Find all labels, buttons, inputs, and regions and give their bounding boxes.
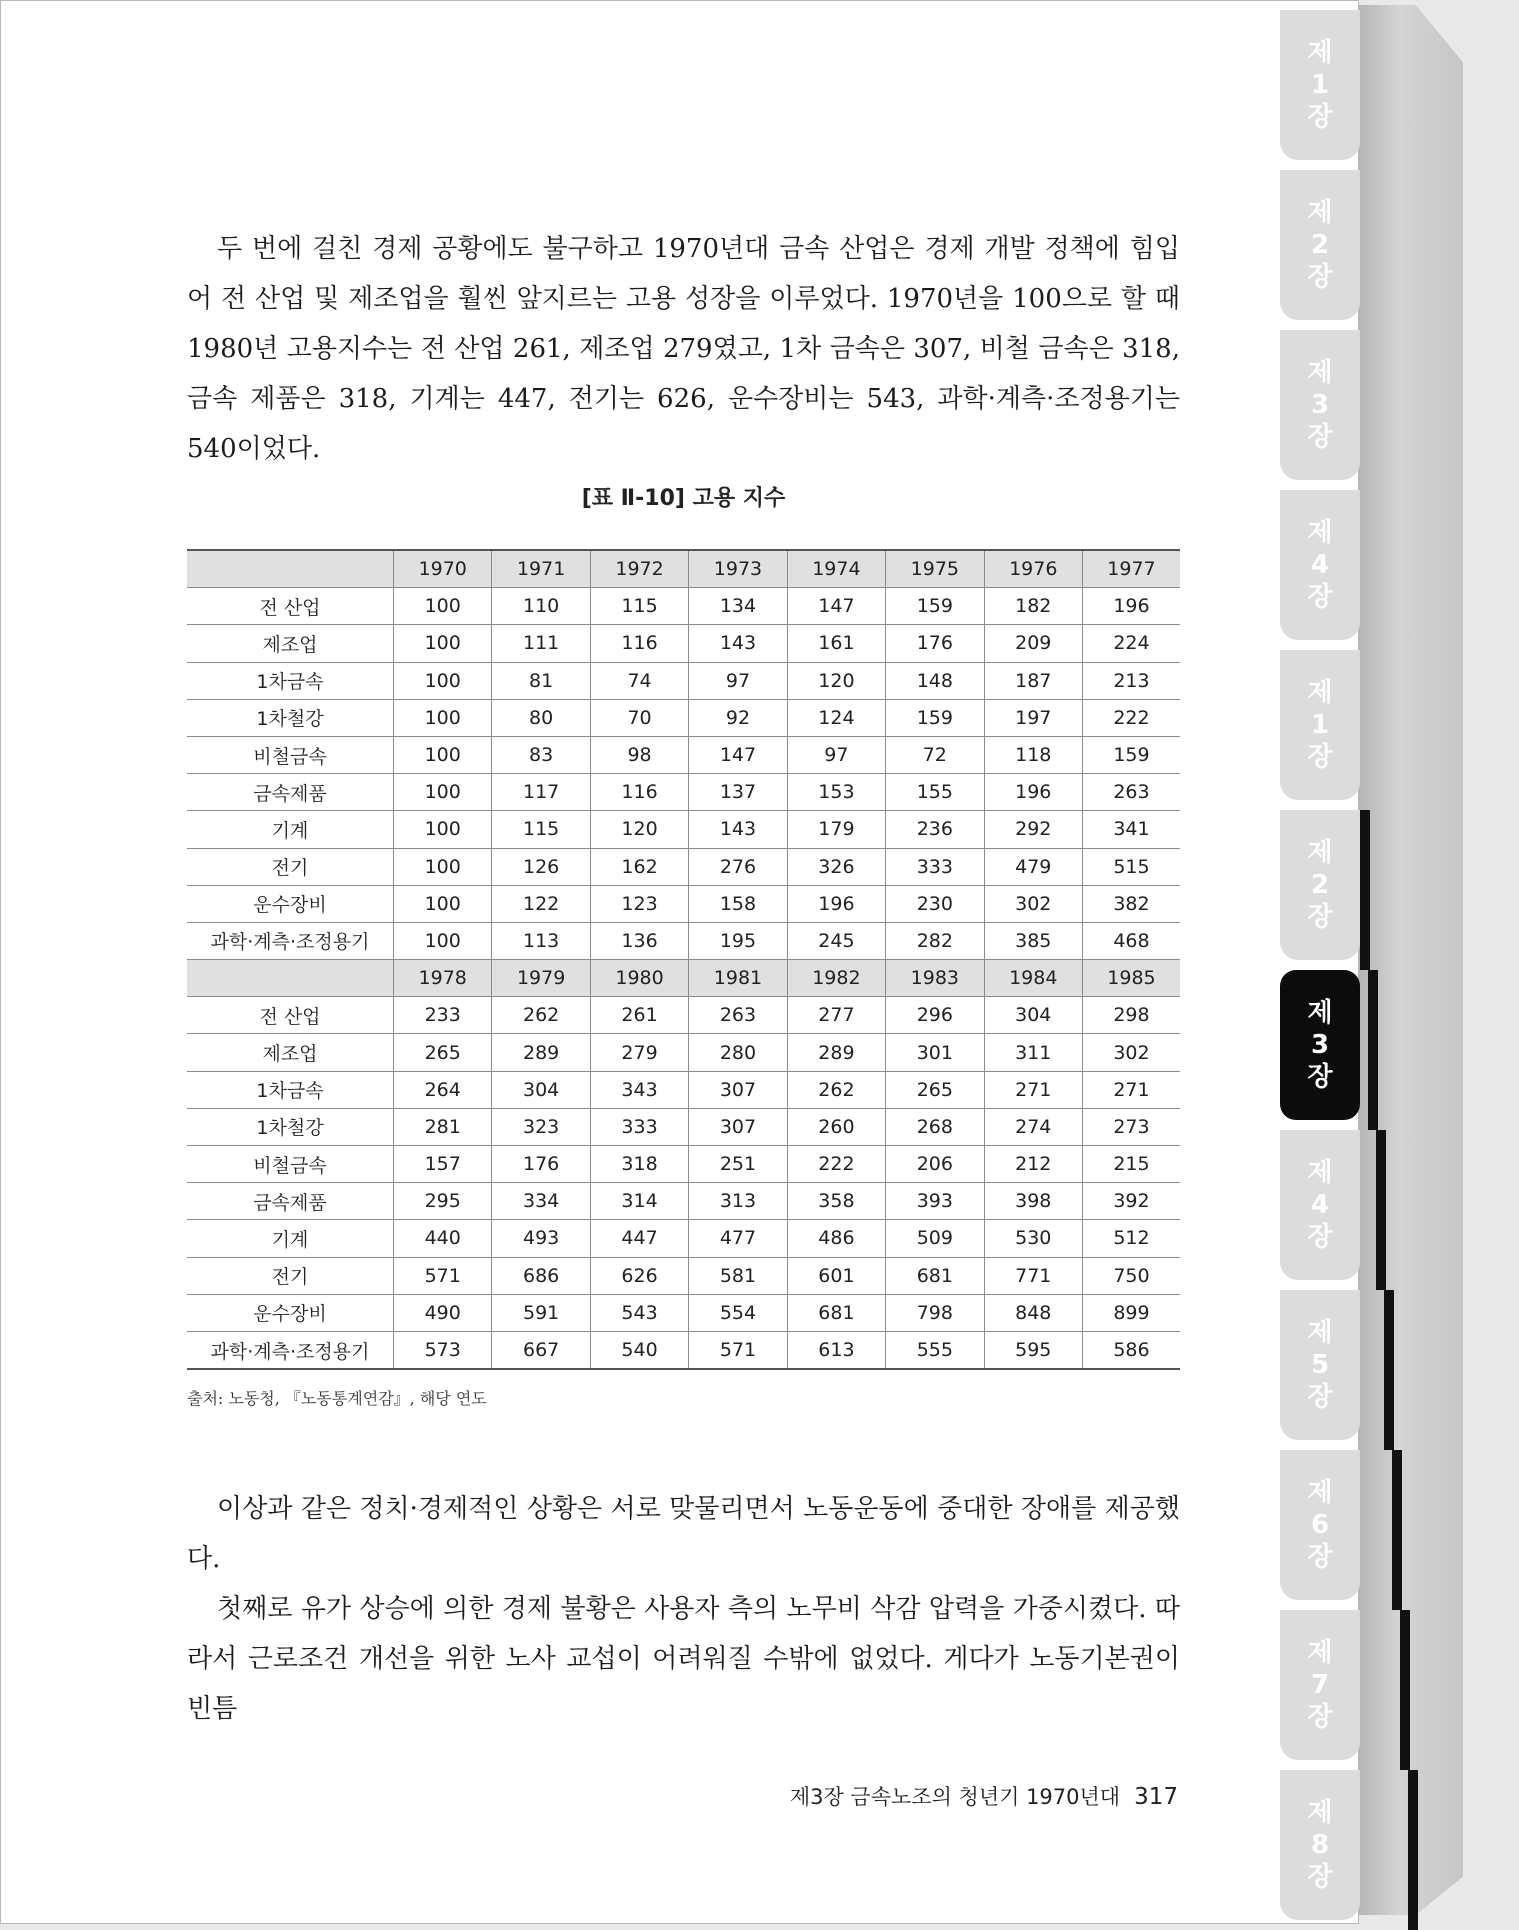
chapter-tab[interactable] xyxy=(1280,970,1360,1120)
chapter-tab-text: 5 xyxy=(1310,1350,1330,1380)
value-cell: 80 xyxy=(492,699,590,736)
value-cell: 195 xyxy=(689,922,787,959)
table-row xyxy=(187,736,1180,773)
value-cell: 213 xyxy=(1082,662,1180,699)
value-cell: 440 xyxy=(394,1220,492,1257)
value-cell: 292 xyxy=(984,811,1082,848)
chapter-tab-text: 장 xyxy=(1307,1222,1333,1252)
value-cell: 555 xyxy=(886,1331,984,1369)
value-cell: 115 xyxy=(492,811,590,848)
value-cell: 187 xyxy=(984,662,1082,699)
chapter-tab-text: 4 xyxy=(1310,550,1330,580)
table-row xyxy=(187,1294,1180,1331)
value-cell: 233 xyxy=(394,997,492,1034)
value-cell: 393 xyxy=(886,1183,984,1220)
chapter-tab-text: 제 xyxy=(1307,838,1333,868)
chapter-edge-marker xyxy=(1408,1770,1418,1930)
value-cell: 159 xyxy=(886,588,984,625)
value-cell: 122 xyxy=(492,885,590,922)
chapter-tab-text: 3 xyxy=(1310,390,1330,420)
value-cell: 626 xyxy=(590,1257,688,1294)
value-cell: 261 xyxy=(590,997,688,1034)
table-row xyxy=(187,1034,1180,1071)
value-cell: 318 xyxy=(590,1146,688,1183)
value-cell: 110 xyxy=(492,588,590,625)
chapter-edge-marker xyxy=(1384,1290,1394,1450)
value-cell: 262 xyxy=(492,997,590,1034)
year-header-cell: 1985 xyxy=(1082,960,1180,997)
chapter-tab[interactable] xyxy=(1280,170,1360,320)
table-row xyxy=(187,1220,1180,1257)
chapter-edge-marker xyxy=(1360,810,1370,970)
chapter-tab-text: 장 xyxy=(1307,1062,1333,1092)
value-cell: 100 xyxy=(394,848,492,885)
value-cell: 206 xyxy=(886,1146,984,1183)
value-cell: 100 xyxy=(394,811,492,848)
value-cell: 118 xyxy=(984,736,1082,773)
value-cell: 392 xyxy=(1082,1183,1180,1220)
value-cell: 343 xyxy=(590,1071,688,1108)
value-cell: 601 xyxy=(787,1257,885,1294)
value-cell: 81 xyxy=(492,662,590,699)
chapter-tab-text: 제 xyxy=(1307,1798,1333,1828)
value-cell: 274 xyxy=(984,1108,1082,1145)
value-cell: 260 xyxy=(787,1108,885,1145)
chapter-tab-text: 3 xyxy=(1310,1030,1330,1060)
row-label-cell: 기계 xyxy=(187,1220,394,1257)
row-label-cell: 제조업 xyxy=(187,625,394,662)
value-cell: 179 xyxy=(787,811,885,848)
value-cell: 771 xyxy=(984,1257,1082,1294)
chapter-tab[interactable] xyxy=(1280,650,1360,800)
value-cell: 530 xyxy=(984,1220,1082,1257)
chapter-edge-marker xyxy=(1376,1130,1386,1290)
value-cell: 120 xyxy=(590,811,688,848)
table-row xyxy=(187,811,1180,848)
table-row xyxy=(187,922,1180,959)
value-cell: 543 xyxy=(590,1294,688,1331)
value-cell: 323 xyxy=(492,1108,590,1145)
value-cell: 147 xyxy=(787,588,885,625)
value-cell: 307 xyxy=(689,1071,787,1108)
value-cell: 143 xyxy=(689,811,787,848)
paragraph-3: 첫째로 유가 상승에 의한 경제 불황은 사용자 측의 노무비 삭감 압력을 가중시켰다. 따라서 근로조건 개선을 위한 노사 교섭이 어려워질 수밖에 없었다. 게다가 노동기본권이 빈틈 xyxy=(187,1594,1180,1724)
chapter-edge-marker xyxy=(1392,1450,1402,1610)
value-cell: 571 xyxy=(394,1257,492,1294)
value-cell: 509 xyxy=(886,1220,984,1257)
value-cell: 115 xyxy=(590,588,688,625)
value-cell: 222 xyxy=(787,1146,885,1183)
value-cell: 277 xyxy=(787,997,885,1034)
chapter-tab-text: 장 xyxy=(1307,742,1333,772)
value-cell: 515 xyxy=(1082,848,1180,885)
chapter-tab-text: 장 xyxy=(1307,262,1333,292)
chapter-tab-text: 제 xyxy=(1307,1638,1333,1668)
chapter-tab-text: 제 xyxy=(1307,518,1333,548)
value-cell: 302 xyxy=(1082,1034,1180,1071)
value-cell: 126 xyxy=(492,848,590,885)
row-label-cell: 전기 xyxy=(187,848,394,885)
chapter-tab[interactable] xyxy=(1280,810,1360,960)
value-cell: 282 xyxy=(886,922,984,959)
value-cell: 271 xyxy=(1082,1071,1180,1108)
table-caption: [표 Ⅱ-10] 고용 지수 xyxy=(581,486,786,511)
chapter-tab-text: 6 xyxy=(1310,1510,1330,1540)
chapter-tab[interactable] xyxy=(1280,490,1360,640)
value-cell: 281 xyxy=(394,1108,492,1145)
value-cell: 123 xyxy=(590,885,688,922)
year-header-cell: 1975 xyxy=(886,550,984,588)
value-cell: 147 xyxy=(689,736,787,773)
year-header-cell: 1972 xyxy=(590,550,688,588)
value-cell: 681 xyxy=(787,1294,885,1331)
value-cell: 302 xyxy=(984,885,1082,922)
chapter-tab-text: 8 xyxy=(1310,1830,1330,1860)
chapter-tab-text: 제 xyxy=(1307,1318,1333,1348)
value-cell: 265 xyxy=(394,1034,492,1071)
value-cell: 295 xyxy=(394,1183,492,1220)
value-cell: 162 xyxy=(590,848,688,885)
value-cell: 72 xyxy=(886,736,984,773)
chapter-tab-text: 제 xyxy=(1307,1158,1333,1188)
row-label-cell: 비철금속 xyxy=(187,736,394,773)
intro-paragraph xyxy=(187,224,1180,474)
value-cell: 157 xyxy=(394,1146,492,1183)
value-cell: 209 xyxy=(984,625,1082,662)
chapter-tab-text: 제 xyxy=(1307,358,1333,388)
chapter-tab-text: 제 xyxy=(1307,1478,1333,1508)
value-cell: 197 xyxy=(984,699,1082,736)
chapter-tab-text: 장 xyxy=(1307,1702,1333,1732)
value-cell: 304 xyxy=(984,997,1082,1034)
chapter-tab-text: 제 xyxy=(1307,998,1333,1028)
value-cell: 124 xyxy=(787,699,885,736)
table-row xyxy=(187,1146,1180,1183)
value-cell: 314 xyxy=(590,1183,688,1220)
value-cell: 307 xyxy=(689,1108,787,1145)
row-label-cell: 제조업 xyxy=(187,1034,394,1071)
value-cell: 326 xyxy=(787,848,885,885)
chapter-tab-text: 장 xyxy=(1307,1862,1333,1892)
value-cell: 251 xyxy=(689,1146,787,1183)
page-number: 317 xyxy=(1134,1784,1178,1810)
value-cell: 486 xyxy=(787,1220,885,1257)
value-cell: 74 xyxy=(590,662,688,699)
running-title: 제3장 금속노조의 청년기 1970년대 xyxy=(789,1785,1121,1809)
value-cell: 100 xyxy=(394,625,492,662)
value-cell: 196 xyxy=(787,885,885,922)
chapter-tab-text: 장 xyxy=(1307,1382,1333,1412)
value-cell: 100 xyxy=(394,699,492,736)
value-cell: 100 xyxy=(394,922,492,959)
table-row xyxy=(187,1108,1180,1145)
value-cell: 358 xyxy=(787,1183,885,1220)
value-cell: 224 xyxy=(1082,625,1180,662)
year-header-cell: 1981 xyxy=(689,960,787,997)
value-cell: 341 xyxy=(1082,811,1180,848)
employment-index-table xyxy=(187,549,1180,1370)
row-label-cell: 전 산업 xyxy=(187,997,394,1034)
chapter-edge-marker xyxy=(1400,1610,1410,1770)
value-cell: 159 xyxy=(1082,736,1180,773)
chapter-tab-text: 제 xyxy=(1307,678,1333,708)
table-row xyxy=(187,1331,1180,1369)
value-cell: 263 xyxy=(1082,774,1180,811)
value-cell: 595 xyxy=(984,1331,1082,1369)
chapter-tab[interactable] xyxy=(1280,1130,1360,1280)
value-cell: 667 xyxy=(492,1331,590,1369)
value-cell: 899 xyxy=(1082,1294,1180,1331)
value-cell: 97 xyxy=(689,662,787,699)
value-cell: 97 xyxy=(787,736,885,773)
row-label-cell: 1차철강 xyxy=(187,1108,394,1145)
chapter-tab-text: 1 xyxy=(1310,70,1330,100)
value-cell: 301 xyxy=(886,1034,984,1071)
header-corner-cell xyxy=(187,960,394,997)
value-cell: 265 xyxy=(886,1071,984,1108)
page-footer xyxy=(790,1781,1178,1811)
value-cell: 196 xyxy=(1082,588,1180,625)
chapter-tab-text: 1 xyxy=(1310,710,1330,740)
value-cell: 848 xyxy=(984,1294,1082,1331)
value-cell: 304 xyxy=(492,1071,590,1108)
value-cell: 447 xyxy=(590,1220,688,1257)
year-header-cell: 1979 xyxy=(492,960,590,997)
value-cell: 176 xyxy=(886,625,984,662)
value-cell: 398 xyxy=(984,1183,1082,1220)
table-header-row xyxy=(187,550,1180,588)
year-header-cell: 1977 xyxy=(1082,550,1180,588)
row-label-cell: 1차철강 xyxy=(187,699,394,736)
value-cell: 98 xyxy=(590,736,688,773)
value-cell: 70 xyxy=(590,699,688,736)
value-cell: 681 xyxy=(886,1257,984,1294)
value-cell: 280 xyxy=(689,1034,787,1071)
row-label-cell: 운수장비 xyxy=(187,1294,394,1331)
value-cell: 586 xyxy=(1082,1331,1180,1369)
row-label-cell: 기계 xyxy=(187,811,394,848)
chapter-tab-text: 장 xyxy=(1307,1542,1333,1572)
chapter-tab[interactable] xyxy=(1280,1450,1360,1600)
table-row xyxy=(187,699,1180,736)
row-label-cell: 1차금속 xyxy=(187,662,394,699)
value-cell: 100 xyxy=(394,588,492,625)
value-cell: 271 xyxy=(984,1071,1082,1108)
value-cell: 120 xyxy=(787,662,885,699)
value-cell: 750 xyxy=(1082,1257,1180,1294)
value-cell: 245 xyxy=(787,922,885,959)
year-header-cell: 1970 xyxy=(394,550,492,588)
value-cell: 182 xyxy=(984,588,1082,625)
chapter-tab-text: 장 xyxy=(1307,582,1333,612)
chapter-tab-text: 제 xyxy=(1307,38,1333,68)
chapter-tab-text: 장 xyxy=(1307,102,1333,132)
year-header-cell: 1971 xyxy=(492,550,590,588)
value-cell: 477 xyxy=(689,1220,787,1257)
value-cell: 264 xyxy=(394,1071,492,1108)
value-cell: 479 xyxy=(984,848,1082,885)
value-cell: 468 xyxy=(1082,922,1180,959)
chapter-tab-text: 2 xyxy=(1310,230,1330,260)
value-cell: 100 xyxy=(394,774,492,811)
value-cell: 159 xyxy=(886,699,984,736)
row-label-cell: 금속제품 xyxy=(187,774,394,811)
table-row xyxy=(187,1257,1180,1294)
chapter-tab-text: 장 xyxy=(1307,422,1333,452)
value-cell: 263 xyxy=(689,997,787,1034)
value-cell: 333 xyxy=(886,848,984,885)
value-cell: 111 xyxy=(492,625,590,662)
value-cell: 83 xyxy=(492,736,590,773)
value-cell: 196 xyxy=(984,774,1082,811)
value-cell: 222 xyxy=(1082,699,1180,736)
value-cell: 113 xyxy=(492,922,590,959)
value-cell: 686 xyxy=(492,1257,590,1294)
value-cell: 289 xyxy=(787,1034,885,1071)
chapter-tab[interactable] xyxy=(1280,10,1360,160)
value-cell: 554 xyxy=(689,1294,787,1331)
table-row xyxy=(187,997,1180,1034)
value-cell: 798 xyxy=(886,1294,984,1331)
value-cell: 262 xyxy=(787,1071,885,1108)
chapter-tab[interactable] xyxy=(1280,330,1360,480)
chapter-tab-text: 4 xyxy=(1310,1190,1330,1220)
row-label-cell: 비철금속 xyxy=(187,1146,394,1183)
chapter-tabs xyxy=(1280,0,1480,1926)
value-cell: 512 xyxy=(1082,1220,1180,1257)
row-label-cell: 과학·계측·조정용기 xyxy=(187,922,394,959)
value-cell: 334 xyxy=(492,1183,590,1220)
value-cell: 117 xyxy=(492,774,590,811)
value-cell: 333 xyxy=(590,1108,688,1145)
value-cell: 212 xyxy=(984,1146,1082,1183)
value-cell: 134 xyxy=(689,588,787,625)
value-cell: 276 xyxy=(689,848,787,885)
value-cell: 279 xyxy=(590,1034,688,1071)
source-note: 출처: 노동청, 『노동통계연감』, 해당 연도 xyxy=(187,1389,487,1408)
year-header-cell: 1974 xyxy=(787,550,885,588)
value-cell: 296 xyxy=(886,997,984,1034)
header-corner-cell xyxy=(187,550,394,588)
value-cell: 298 xyxy=(1082,997,1180,1034)
value-cell: 215 xyxy=(1082,1146,1180,1183)
value-cell: 236 xyxy=(886,811,984,848)
value-cell: 137 xyxy=(689,774,787,811)
value-cell: 100 xyxy=(394,736,492,773)
value-cell: 92 xyxy=(689,699,787,736)
value-cell: 490 xyxy=(394,1294,492,1331)
row-label-cell: 전기 xyxy=(187,1257,394,1294)
table-header-row xyxy=(187,960,1180,997)
value-cell: 230 xyxy=(886,885,984,922)
row-label-cell: 과학·계측·조정용기 xyxy=(187,1331,394,1369)
value-cell: 289 xyxy=(492,1034,590,1071)
value-cell: 116 xyxy=(590,774,688,811)
value-cell: 540 xyxy=(590,1331,688,1369)
year-header-cell: 1983 xyxy=(886,960,984,997)
row-label-cell: 운수장비 xyxy=(187,885,394,922)
table-row xyxy=(187,1071,1180,1108)
value-cell: 382 xyxy=(1082,885,1180,922)
value-cell: 148 xyxy=(886,662,984,699)
body-paragraphs xyxy=(187,1484,1180,1734)
table-row xyxy=(187,848,1180,885)
value-cell: 385 xyxy=(984,922,1082,959)
row-label-cell: 금속제품 xyxy=(187,1183,394,1220)
chapter-tab[interactable] xyxy=(1280,1770,1360,1920)
value-cell: 268 xyxy=(886,1108,984,1145)
value-cell: 313 xyxy=(689,1183,787,1220)
table-row xyxy=(187,1183,1180,1220)
year-header-cell: 1973 xyxy=(689,550,787,588)
table-row xyxy=(187,662,1180,699)
chapter-tab[interactable] xyxy=(1280,1610,1360,1760)
value-cell: 571 xyxy=(689,1331,787,1369)
table-row xyxy=(187,885,1180,922)
year-header-cell: 1980 xyxy=(590,960,688,997)
year-header-cell: 1976 xyxy=(984,550,1082,588)
value-cell: 573 xyxy=(394,1331,492,1369)
value-cell: 311 xyxy=(984,1034,1082,1071)
row-label-cell: 1차금속 xyxy=(187,1071,394,1108)
year-header-cell: 1984 xyxy=(984,960,1082,997)
chapter-tab-text: 2 xyxy=(1310,870,1330,900)
year-header-cell: 1982 xyxy=(787,960,885,997)
table-row xyxy=(187,588,1180,625)
value-cell: 581 xyxy=(689,1257,787,1294)
table-row xyxy=(187,774,1180,811)
intro-text: 두 번에 걸친 경제 공황에도 불구하고 1970년대 금속 산업은 경제 개발 정책에 힘입어 전 산업 및 제조업을 훨씬 앞지르는 고용 성장을 이루었다. 1970년을 100으로 할 때 1980년 고용지수는 전 산업 261, 제조업 279였고, 1차 금속은 307, 비철 금속은 318, 금속 제품은 318, 기계는 447, 전기는 626, 운수장비는 543, 과학·계측·조정용기는 540이었다. xyxy=(187,234,1180,464)
row-label-cell: 전 산업 xyxy=(187,588,394,625)
value-cell: 613 xyxy=(787,1331,885,1369)
value-cell: 136 xyxy=(590,922,688,959)
value-cell: 153 xyxy=(787,774,885,811)
value-cell: 158 xyxy=(689,885,787,922)
chapter-tab-text: 장 xyxy=(1307,902,1333,932)
value-cell: 100 xyxy=(394,885,492,922)
value-cell: 161 xyxy=(787,625,885,662)
chapter-tab[interactable] xyxy=(1280,1290,1360,1440)
year-header-cell: 1978 xyxy=(394,960,492,997)
value-cell: 116 xyxy=(590,625,688,662)
value-cell: 143 xyxy=(689,625,787,662)
chapter-tab-text: 7 xyxy=(1310,1670,1330,1700)
value-cell: 591 xyxy=(492,1294,590,1331)
value-cell: 493 xyxy=(492,1220,590,1257)
chapter-tab-text: 제 xyxy=(1307,198,1333,228)
table-row xyxy=(187,625,1180,662)
paragraph-2: 이상과 같은 정치·경제적인 상황은 서로 맞물리면서 노동운동에 중대한 장애를 제공했다. xyxy=(187,1494,1180,1574)
chapter-edge-marker xyxy=(1368,970,1378,1130)
value-cell: 273 xyxy=(1082,1108,1180,1145)
value-cell: 155 xyxy=(886,774,984,811)
value-cell: 100 xyxy=(394,662,492,699)
value-cell: 176 xyxy=(492,1146,590,1183)
